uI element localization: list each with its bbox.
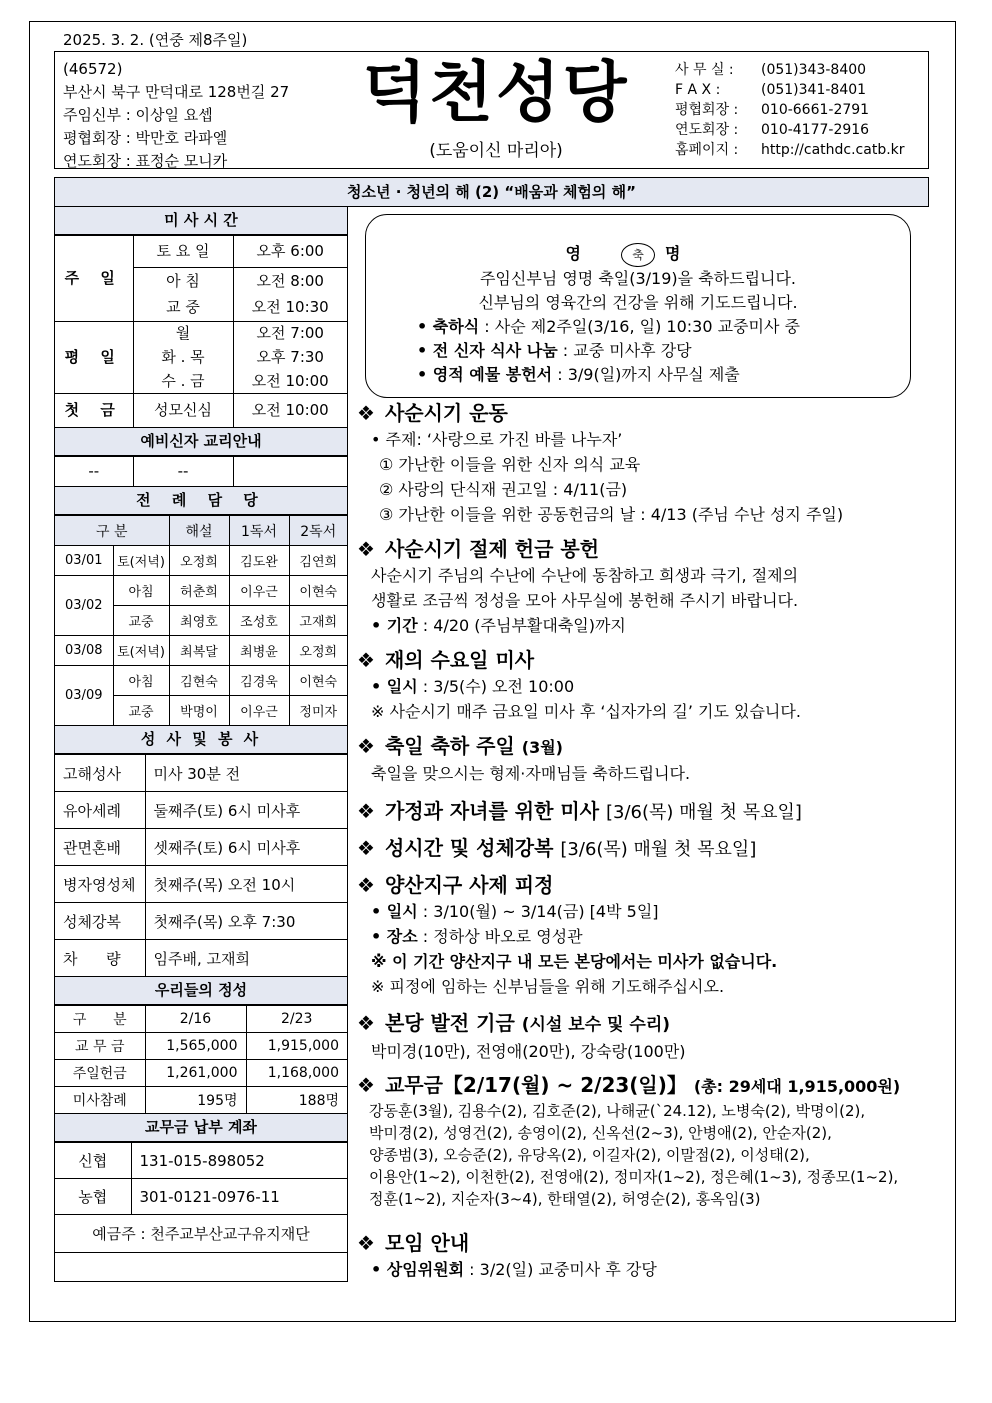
- congrats-badge: 축: [621, 243, 655, 267]
- prayer-group-president: 연도회장 : 표정순 모니카: [63, 152, 228, 170]
- col-header: 2독서: [289, 516, 347, 546]
- contact-info: [675, 60, 905, 160]
- table-row: 신협 131-015-898052: [55, 1143, 347, 1179]
- liturgy-heading: 전 례 담 당: [55, 487, 347, 515]
- table-row: 성체강복 첫째주(목) 오후 7:30: [55, 903, 347, 940]
- notice-line: 신부님의 영육간의 건강을 위해 기도드립니다.: [478, 292, 798, 312]
- diamond-icon: ❖: [357, 1073, 375, 1097]
- contact-row: [675, 100, 905, 120]
- sacraments-heading: 성 사 및 봉 사: [55, 726, 347, 754]
- section-title: 축일 축하 주일: [384, 734, 515, 758]
- mass-time: 오전 7:00: [233, 322, 347, 346]
- mass-time: 오전 8:00: [233, 268, 347, 295]
- parish-info: [63, 58, 289, 173]
- contact-value: (051)343-8400: [761, 62, 867, 78]
- table-row: 03/01 토(저녁) 오정희 김도완 김연희: [55, 546, 347, 576]
- mass-time: 오후 7:30: [233, 346, 347, 370]
- table-row: 관면혼배 셋째주(토) 6시 미사후: [55, 829, 347, 866]
- parish-title: 덕천성당: [362, 53, 630, 131]
- offering-heading: 우리들의 정성: [55, 977, 347, 1005]
- section-feast-day: ❖ 축일 축하 주일 (3월) 축일을 맞으시는 형제·자매님들 축하드립니다.: [357, 734, 691, 783]
- notice-title: 영: [565, 244, 611, 263]
- section-title: 양산지구 사제 피정: [384, 873, 554, 897]
- col-header: 1독서: [229, 516, 289, 546]
- mass-day: 토 요 일: [133, 236, 233, 268]
- catechumen-value: --: [55, 457, 133, 487]
- address: 부산시 북구 만덕대로 128번길 27: [63, 83, 290, 101]
- contact-row: [675, 60, 905, 80]
- table-row: 유아세례 둘째주(토) 6시 미사후: [55, 792, 347, 829]
- contact-value: (051)341-8401: [761, 82, 867, 98]
- table-row: 주일헌금 1,261,000 1,168,000: [55, 1060, 347, 1087]
- contact-row: [675, 80, 905, 100]
- section-title: 사순시기 절제 헌금 봉헌: [384, 537, 600, 561]
- section-meeting: ❖ 모임 안내 • 상임위원회 : 3/2(일) 교중미사 후 강당: [357, 1231, 657, 1279]
- table-row: 미사참례 195명 188명: [55, 1087, 347, 1114]
- section-title: 본당 발전 기금: [384, 1011, 515, 1035]
- contact-value: 010-4177-2916: [761, 122, 870, 138]
- mass-day: 성모신심: [133, 394, 233, 428]
- section-family-mass: ❖ 가정과 자녀를 위한 미사 [3/6(목) 매월 첫 목요일]: [357, 799, 802, 823]
- table-row: 구 분 2/16 2/23: [55, 1006, 347, 1033]
- masthead: [54, 51, 929, 169]
- left-column: [54, 206, 348, 1282]
- catechumen-value: --: [133, 457, 233, 487]
- diamond-icon: ❖: [357, 1231, 375, 1255]
- mass-time: 오전 10:00: [233, 370, 347, 394]
- notice-item: • 전 신자 식사 나눔 : 교중 미사후 강당: [417, 340, 692, 360]
- table-row: 차 량 임주배, 고재희: [55, 940, 347, 977]
- contact-label: 평협회장 :: [675, 102, 739, 118]
- diamond-icon: ❖: [357, 648, 375, 672]
- section-church-dues: ❖ 교무금【2/17(월) ~ 2/23(일)】 (총: 29세대 1,915,000원) 강동훈(3월), 김용수(2), 김호준(2), 나해균(`24.12), 노병숙(2), 박명이(2), 박미경(2), 성영건(2), 송영이(2), 신옥선(2~3), 안병애(2), 안순자(2), 양종범(3), 오승준(2), 유당옥(2), 이길자(2), 이말점(2), 이성태(2), 이용안(1~2), 이천한(2), 전영애(2), 정미자(1~2), 정은혜(1~3), 정종모(1~2), 정훈(1~2), 지순자(3~4), 한태열(2), 허영순(2), 홍옥임(3): [357, 1073, 901, 1208]
- contact-label: 홈페이지 :: [675, 142, 739, 158]
- issue-date: 2025. 3. 2. (연중 제8주일): [63, 31, 248, 49]
- diamond-icon: ❖: [357, 873, 375, 897]
- pastor: 주임신부 : 이상일 요셉: [63, 106, 213, 124]
- mass-day: 화 . 목: [133, 346, 233, 370]
- diamond-icon: ❖: [357, 1011, 375, 1035]
- section-title: 재의 수요일 미사: [384, 648, 535, 672]
- notice-item: • 영적 예물 봉헌서 : 3/9(일)까지 사무실 제출: [417, 364, 740, 384]
- sacraments-table: [55, 754, 347, 977]
- diamond-icon: ❖: [357, 401, 375, 425]
- sunday-label: 주 일: [55, 236, 133, 322]
- mass-day: 아 침: [133, 268, 233, 295]
- feast-notice-box: [365, 214, 911, 398]
- table-row: 고해성사 미사 30분 전: [55, 755, 347, 792]
- mass-times-heading: 미 사 시 간: [55, 207, 347, 235]
- table-row: 교 무 금 1,565,000 1,915,000: [55, 1033, 347, 1060]
- account-holder: 예금주 : 천주교부산교구유지재단: [55, 1215, 347, 1253]
- notice-title: 명: [665, 244, 711, 263]
- contact-label: 연도회장 :: [675, 122, 739, 138]
- col-header: 구 분: [55, 516, 169, 546]
- section-holy-hour: ❖ 성시간 및 성체강복 [3/6(목) 매월 첫 목요일]: [357, 836, 757, 860]
- section-title: 사순시기 운동: [384, 401, 508, 425]
- contact-label: 사 무 실 :: [675, 62, 734, 78]
- mass-day: 수 . 금: [133, 370, 233, 394]
- section-title: 교무금【2/17(월) ~ 2/23(일)】: [384, 1073, 687, 1097]
- first-friday-label: 첫 금: [55, 394, 133, 428]
- patron: (도움이신 마리아): [429, 141, 563, 161]
- section-title: 성시간 및 성체강복: [384, 836, 554, 860]
- section-development-fund: ❖ 본당 발전 기금 (시설 보수 및 수리) 박미경(10만), 전영애(20만), 강숙랑(100만): [357, 1011, 686, 1061]
- contact-label: F A X :: [675, 82, 721, 98]
- offering-table: [55, 1005, 347, 1114]
- table-row: 03/08 토(저녁) 최복달 최병윤 오정희: [55, 636, 347, 666]
- section-title: 모임 안내: [384, 1231, 470, 1255]
- table-row: 03/09 아침 김현숙 김경욱 이현숙: [55, 666, 347, 696]
- diamond-icon: ❖: [357, 734, 375, 758]
- diamond-icon: ❖: [357, 799, 375, 823]
- mass-times-table: [55, 235, 347, 428]
- year-theme-banner: 청소년 · 청년의 해 (2) “배움과 체험의 해”: [54, 177, 929, 207]
- table-row: [55, 1215, 347, 1253]
- mass-day: 교 중: [133, 295, 233, 322]
- diamond-icon: ❖: [357, 836, 375, 860]
- weekday-label: 평 일: [55, 322, 133, 394]
- mass-time: 오후 6:00: [233, 236, 347, 268]
- notice-item: • 축하식 : 사순 제2주일(3/16, 일) 10:30 교중미사 중: [417, 316, 800, 336]
- table-row: 교중 최영호 조성호 고재희: [55, 606, 347, 636]
- notice-line: 주임신부님 영명 축일(3/19)을 축하드립니다.: [479, 268, 797, 288]
- account-heading: 교무금 납부 계좌: [55, 1114, 347, 1142]
- table-row: 교중 박명이 이우근 정미자: [55, 696, 347, 726]
- section-title: 가정과 자녀를 위한 미사: [384, 799, 600, 823]
- col-header: 해설: [169, 516, 229, 546]
- council-president: 평협회장 : 박만호 라파엘: [63, 129, 228, 147]
- section-ash-wednesday: ❖ 재의 수요일 미사 • 일시 : 3/5(수) 오전 10:00 ※ 사순시기 매주 금요일 미사 후 ‘십자가의 길’ 기도 있습니다.: [357, 648, 801, 721]
- postal-code: (46572): [63, 60, 123, 78]
- diamond-icon: ❖: [357, 537, 375, 561]
- section-lent-movement: ❖ 사순시기 운동 • 주제: ‘사랑으로 가진 바를 나누자’ ① 가난한 이들을 위한 신자 의식 교육 ② 사랑의 단식재 권고일 : 4/11(금) ③ 가난한 이들을 위한 공동헌금의 날 : 4/13 (주님 수난 성지 주일): [357, 401, 844, 524]
- section-priest-retreat: ❖ 양산지구 사제 피정 • 일시 : 3/10(월) ~ 3/14(금) [4박 5일] • 장소 : 정하상 바오로 영성관 ※ 이 기간 양산지구 내 모든 본당에서는 미사가 없습니다. ※ 피정에 임하는 신부님들을 위해 기도해주십시오.: [357, 873, 778, 996]
- catechumen-heading: 예비신자 교리안내: [55, 428, 347, 456]
- table-row: 병자영성체 첫째주(목) 오전 10시: [55, 866, 347, 903]
- mass-day: 월: [133, 322, 233, 346]
- mass-time: 오전 10:00: [233, 394, 347, 428]
- liturgy-table: [55, 515, 347, 726]
- mass-time: 오전 10:30: [233, 295, 347, 322]
- contact-row: [675, 120, 905, 140]
- homepage-link[interactable]: http://cathdc.catb.kr: [761, 142, 905, 158]
- table-row: 농협 301-0121-0976-11: [55, 1179, 347, 1215]
- catechumen-table: [55, 456, 347, 487]
- contact-value: 010-6661-2791: [761, 102, 870, 118]
- table-row: 03/02 아침 허춘희 이우근 이현숙: [55, 576, 347, 606]
- contact-row: [675, 140, 905, 160]
- section-lent-offering: ❖ 사순시기 절제 헌금 봉헌 사순시기 주님의 수난에 수난에 동참하고 희생과 극기, 절제의 생활로 조금씩 정성을 모아 사무실에 봉헌해 주시기 바랍니다. • 기간 : 4/20 (주님부활대축일)까지: [357, 537, 799, 635]
- account-table: [55, 1142, 347, 1253]
